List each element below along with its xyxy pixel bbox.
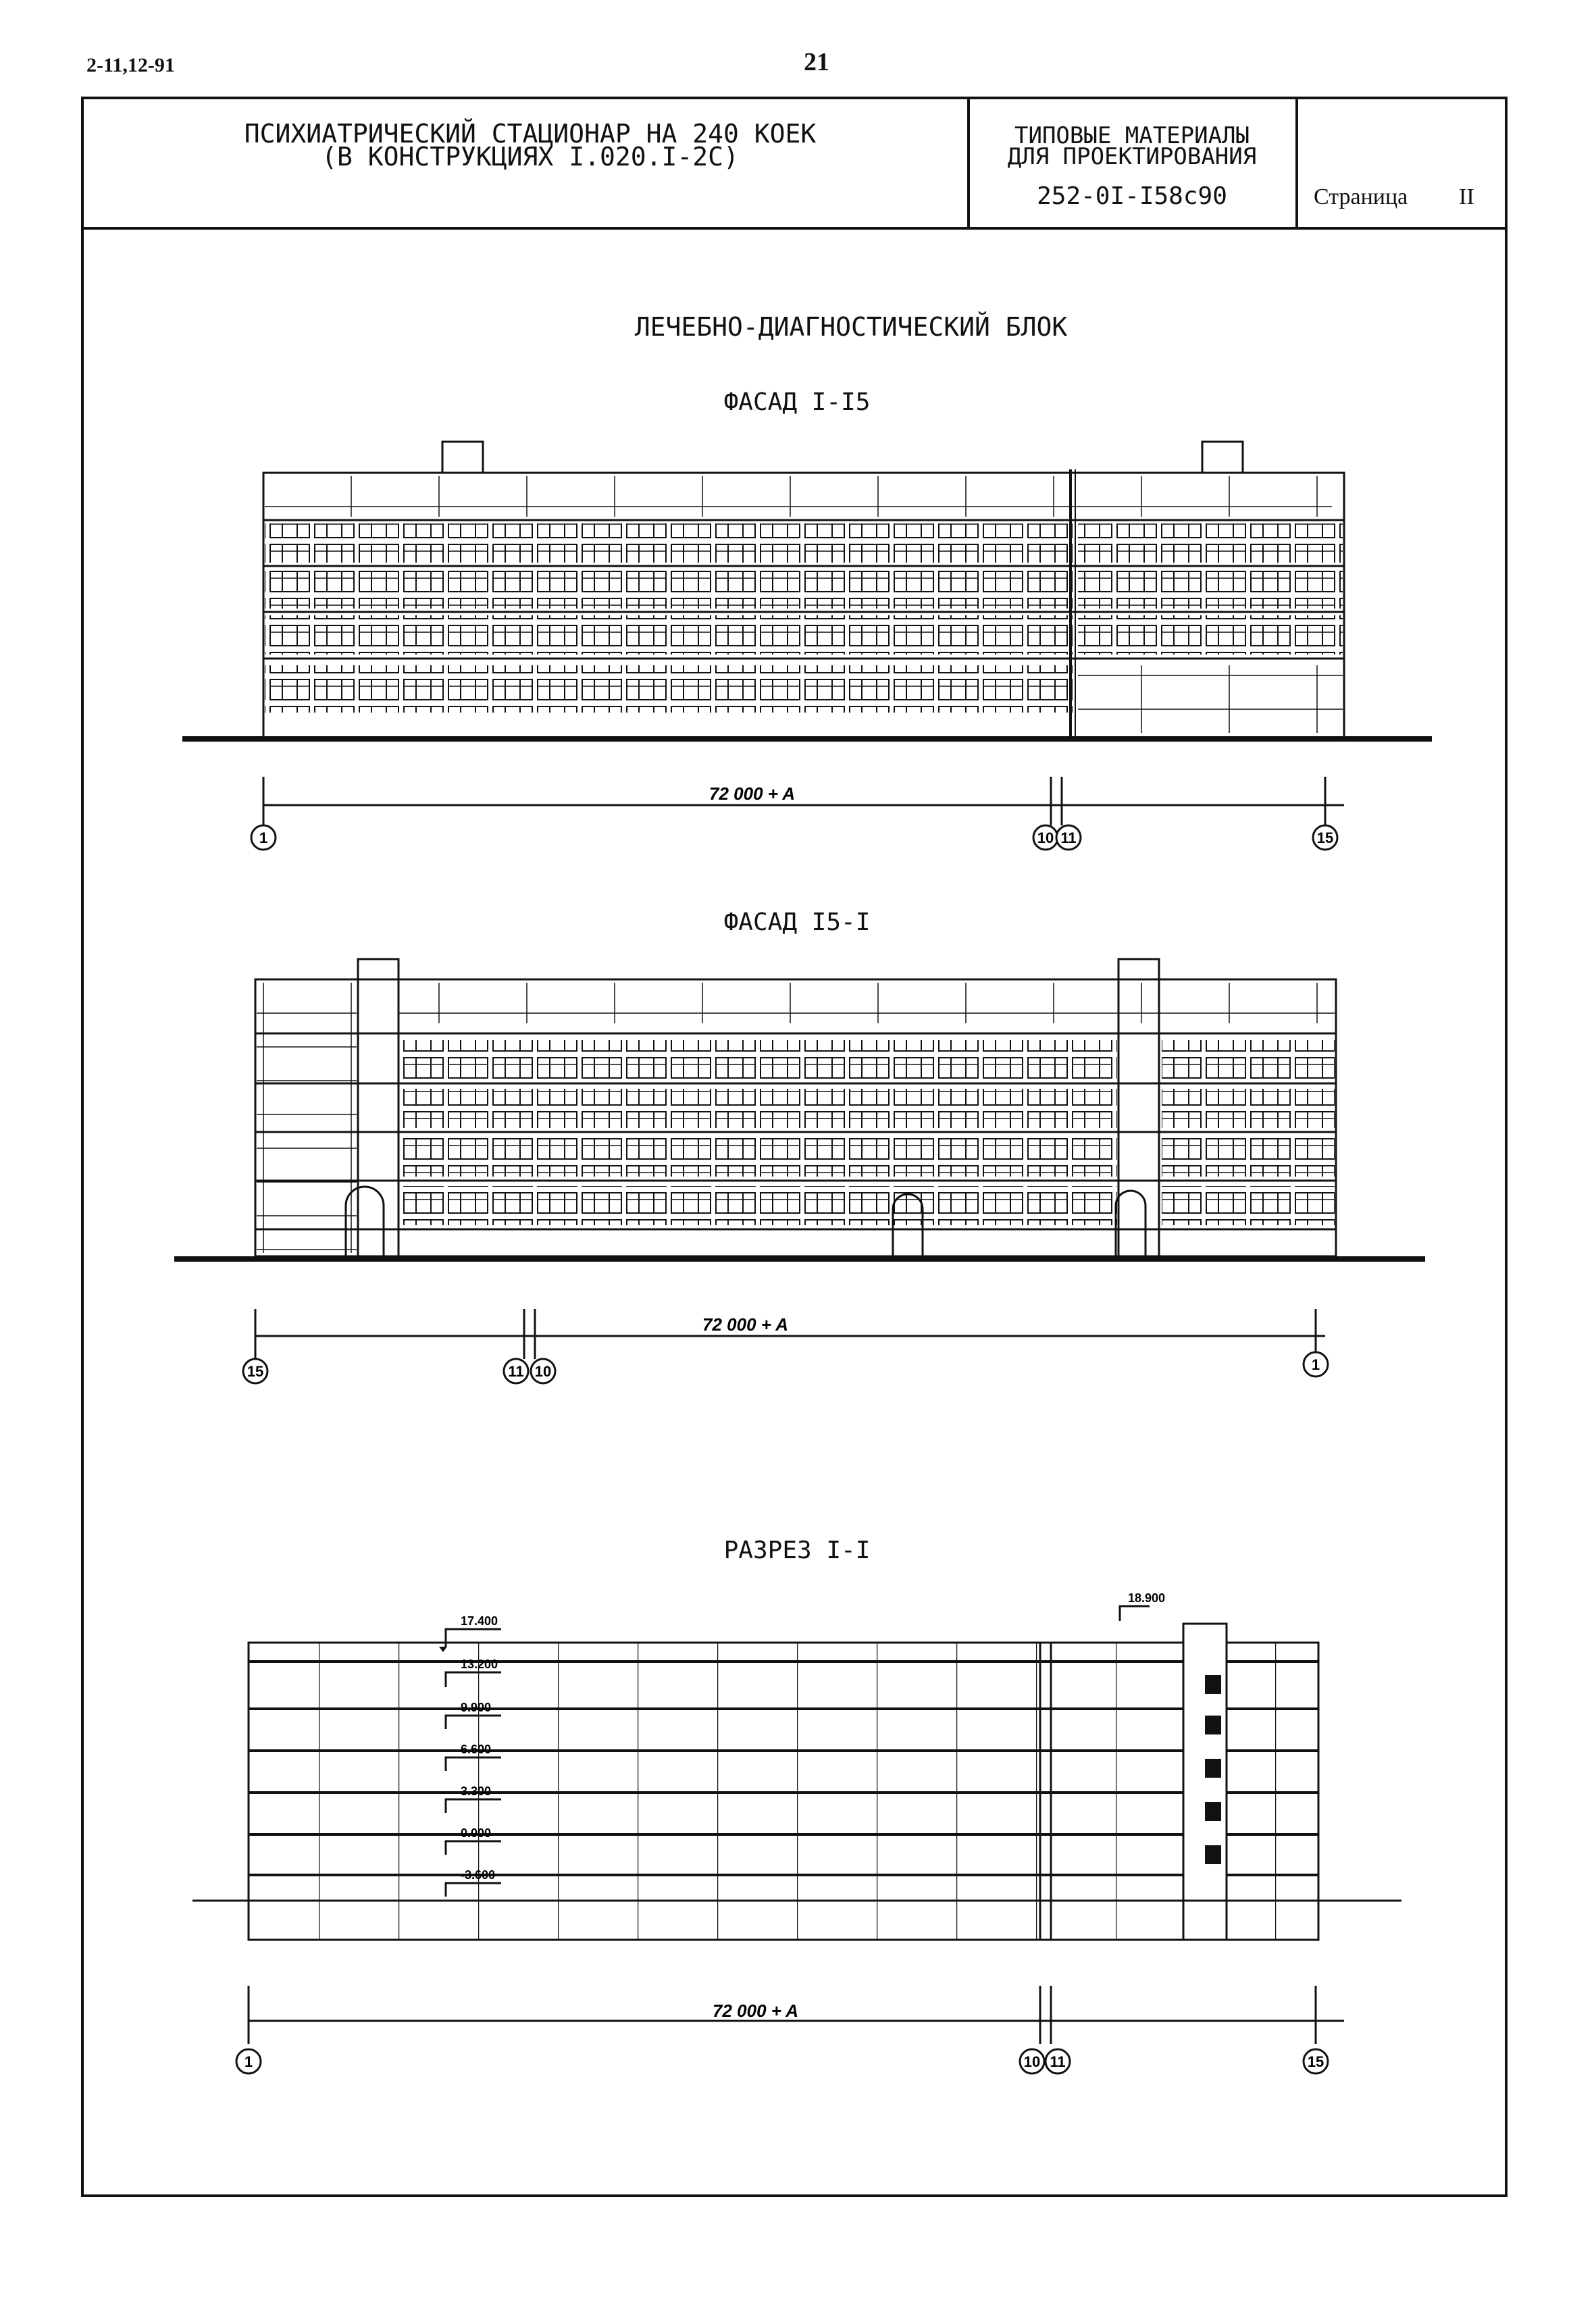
level-minus-3600: -3.600: [461, 1868, 496, 1882]
section-axis-11: 11: [1050, 2053, 1066, 2070]
sheet-number: II: [1459, 184, 1474, 209]
facade-1-title: ФАСАД I-I5: [723, 388, 871, 416]
document-code: 252-0I-I58c90: [1037, 182, 1227, 210]
page-number: 21: [804, 48, 829, 76]
facade-2-dimension-label: 72 000 + A: [702, 1314, 788, 1335]
facade-2-axis-1: 1: [1311, 1356, 1320, 1373]
level-9900: 9.900: [461, 1701, 492, 1714]
section-axis-1: 1: [244, 2053, 253, 2070]
section-axis-10: 10: [1023, 2053, 1041, 2070]
section-dimension: [236, 1986, 1344, 2074]
project-title-line2: (В КОНСТРУКЦИЯХ I.020.I-2C): [321, 142, 739, 172]
facade-2-axis-15: 15: [247, 1363, 264, 1380]
facade-2-elevation: [174, 959, 1425, 1259]
facade-1-dimension-label: 72 000 + A: [709, 783, 795, 804]
facade-1-axis-1: 1: [259, 829, 268, 846]
level-18900: 18.900: [1128, 1591, 1166, 1605]
facade-2-title: ФАСАД I5-I: [723, 908, 871, 936]
level-13200: 13.200: [461, 1657, 498, 1671]
level-3300: 3.300: [461, 1784, 492, 1798]
project-title-line1: ПСИХИАТРИЧЕСКИЙ СТАЦИОНАР НА 240 КОЕК: [244, 119, 817, 149]
level-6600: 6.600: [461, 1743, 492, 1756]
section-axis-15: 15: [1307, 2053, 1324, 2070]
facade-1-axis-15: 15: [1316, 829, 1334, 846]
section-title: РАЗРЕЗ I-I: [723, 1537, 871, 1564]
sheet-label: Страница: [1314, 184, 1408, 209]
section-drawing: [192, 1624, 1401, 1940]
materials-line1: ТИПОВЫЕ МАТЕРИАЛЫ: [1014, 122, 1250, 149]
facade-1-axis-11: 11: [1060, 829, 1077, 846]
series-code: 2-11,12-91: [86, 54, 175, 76]
section-dimension-label: 72 000 + A: [713, 2001, 798, 2021]
facade-2-axis-11: 11: [508, 1363, 524, 1380]
main-title: ЛЕЧЕБНО-ДИАГНОСТИЧЕСКИЙ БЛОК: [634, 312, 1068, 342]
facade-1-dimension: [251, 777, 1344, 850]
level-17400: 17.400: [461, 1614, 498, 1628]
facade-2-axis-10: 10: [534, 1363, 552, 1380]
materials-line2: ДЛЯ ПРОЕКТИРОВАНИЯ: [1007, 143, 1257, 170]
facade-1-elevation: [182, 442, 1432, 739]
level-0000: 0.000: [461, 1826, 492, 1840]
facade-1-axis-10: 10: [1037, 829, 1054, 846]
